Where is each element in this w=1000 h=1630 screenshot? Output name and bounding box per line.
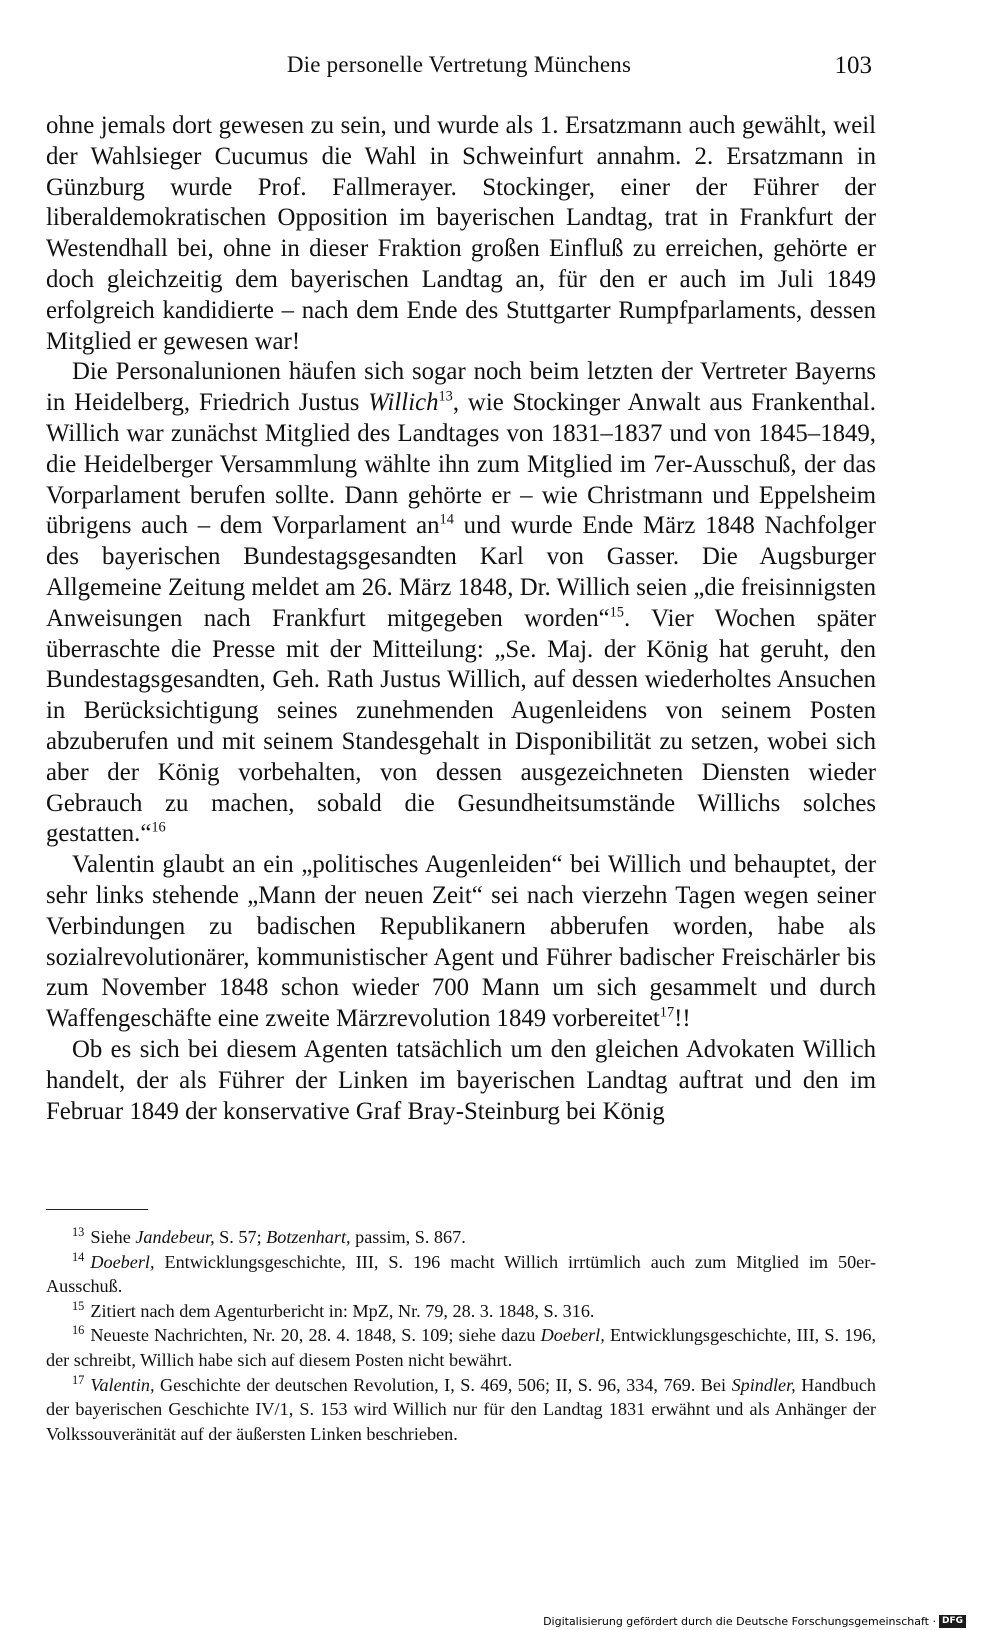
footnote-ref-13: 13 [438, 388, 453, 405]
footnote-number: 17 [72, 1372, 85, 1387]
footnote-ref-14: 14 [439, 512, 454, 529]
paragraph-2 [46, 357, 876, 850]
footnote-text: Geschichte der deutschen Revolution, I, S. 469, 506; II, S. 96, 334, 769. Bei [154, 1374, 732, 1395]
paragraph-2-text-c: und wurde Ende März 1848 Nachfolger des bayerischen Bundestagsgesandten Karl von Gasser. Die Augsburger Allgemeine Zeitung meldet am 26. März 1848, Dr. Willich seien „die freisinnigsten Anweisungen nach Frankfurt mitgegeben worden“ [46, 512, 876, 632]
footnote-ref-16: 16 [151, 820, 166, 837]
paragraph-3 [46, 850, 876, 1035]
paragraph-4-text: Ob es sich bei diesem Agenten tatsächlich um den gleichen Advokaten Willich handelt, der als Führer der Linken im bayerischen Landtag auftrat und den im Februar 1849 der konservative Graf Bray-Steinburg bei König [46, 1035, 876, 1125]
credit-text: Digitalisierung gefördert durch die Deutsche Forschungsgemeinschaft · [543, 1615, 936, 1628]
footnote-text: Handbuch der bayerischen Geschichte IV/1, S. 153 wird Willich nur für den Landtag 1831 erwähnt und als Anhänger der Volkssouveränität auf der äußersten Linken beschrieben. [46, 1374, 876, 1444]
footnote-14 [46, 1250, 876, 1299]
paragraph-3-text-b: !! [674, 1005, 691, 1033]
body-text [46, 111, 876, 1127]
footnote-number: 13 [72, 1224, 85, 1239]
footnote-17 [46, 1373, 876, 1447]
footnote-text: passim, S. 867. [350, 1227, 466, 1247]
footnote-number: 16 [72, 1323, 85, 1338]
footnote-author-italic: Doeberl, [90, 1251, 155, 1272]
paragraph-1-text: ohne jemals dort gewesen zu sein, und wurde als 1. Ersatzmann auch gewählt, weil der Wahlsieger Cucumus die Wahl in Schweinfurt annahm. 2. Ersatzmann in Günzburg wurde Prof. Fallmerayer. Stockinger, einer der Führer der liberaldemokratischen Opposition im bayerischen Landtag, trat in Frankfurt der Westendhall bei, ohne in dieser Fraktion großen Einfluß zu erreichen, gehörte er doch gleichzeitig dem bayerischen Landtag an, für den er auch im Juli 1849 erfolgreich kandidierte – nach dem Ende des Stuttgarter Rumpfparlaments, dessen Mitglied er gewesen war! [46, 112, 876, 355]
paragraph-4 [46, 1035, 876, 1127]
footnote-divider [46, 1209, 148, 1210]
paragraph-2-text-b: , wie Stockinger Anwalt aus Frankenthal. Willich war zunächst Mitglied des Landtages von 1831–1837 und von 1845–1849, die Heidelberger Versammlung wählte ihn zum Mitglied im 7er-Ausschuß, der das Vorparlament berufen sollte. Dann gehörte er – wie Christmann und Eppelsheim übrigens auch – dem Vorparlament an [46, 389, 876, 540]
page-header [46, 52, 872, 88]
footnote-author-italic: Botzenhart, [266, 1227, 351, 1247]
footnote-text: S. 57; [214, 1227, 267, 1247]
footnote-author-italic: Doeberl, [540, 1325, 605, 1346]
paragraph-1 [46, 111, 876, 357]
footnote-text: Siehe [90, 1227, 136, 1247]
page-number: 103 [834, 52, 872, 79]
footnote-ref-15: 15 [609, 604, 624, 621]
footnote-text: Entwicklungsgeschichte, III, S. 196, der schreibt, Willich habe sich auf diesem Posten nicht bewährt. [46, 1325, 876, 1370]
footnote-text: Zitiert nach dem Agenturbericht in: MpZ, Nr. 79, 28. 3. 1848, S. 316. [90, 1300, 595, 1321]
footnote-author-italic: Spindler, [731, 1374, 796, 1395]
footnotes [46, 1225, 876, 1446]
paragraph-3-text-a: Valentin glaubt an ein „politisches Augenleiden“ bei Willich und behauptet, der sehr links stehende „Mann der neuen Zeit“ sei nach vierzehn Tagen wegen seiner Verbindungen zu badischen Republikanern abberufen worden, habe als sozialrevolutionärer, kommunistischer Agent und Führer badischer Freischärler bis zum November 1848 schon wieder 700 Mann um sich gesammelt und durch Waffengeschäfte eine zweite Märzrevolution 1849 vorbereitet [46, 851, 876, 1033]
running-title: Die personelle Vertretung Münchens [286, 52, 632, 77]
footnote-ref-17: 17 [659, 1004, 675, 1021]
dfg-logo-icon: DFG [939, 1615, 966, 1628]
name-willich-italic: Willich [368, 389, 439, 417]
footnote-text: Entwicklungsgeschichte, III, S. 196 macht Willich irrtümlich auch zum Mitglied im 50er-Ausschuß. [46, 1251, 876, 1297]
digitization-credit [543, 1615, 966, 1628]
footnote-number: 15 [72, 1298, 85, 1313]
footnote-author-italic: Valentin, [90, 1374, 155, 1395]
footnote-number: 14 [72, 1249, 85, 1264]
footnote-13 [46, 1225, 876, 1250]
footnote-author-italic: Jandebeur, [135, 1227, 215, 1247]
paragraph-2-text-a: Die Personalunionen häufen sich sogar noch beim letzten der Vertreter Bayerns in Heidelberg, Friedrich Justus [46, 358, 876, 417]
footnote-text: Neueste Nachrichten, Nr. 20, 28. 4. 1848, S. 109; siehe dazu [90, 1325, 541, 1346]
footnote-15 [46, 1299, 876, 1324]
paragraph-2-text-d: . Vier Wochen später überraschte die Presse mit der Mitteilung: „Se. Maj. der König hat geruht, den Bundestagsgesandten, Geh. Rath Justus Willich, auf dessen wiederholtes Ansuchen in Berücksichtigung seines zunehmenden Augenleidens von seinem Posten abzuberufen und mit seinem Standesgehalt in Disponibilität zu setzen, wobei sich aber der König vorbehalten, von dessen ausgezeichneten Diensten wieder Gebrauch zu machen, sobald die Gesundheitsumstände Willichs solches gestatten.“ [46, 604, 876, 848]
footnote-16 [46, 1323, 876, 1372]
